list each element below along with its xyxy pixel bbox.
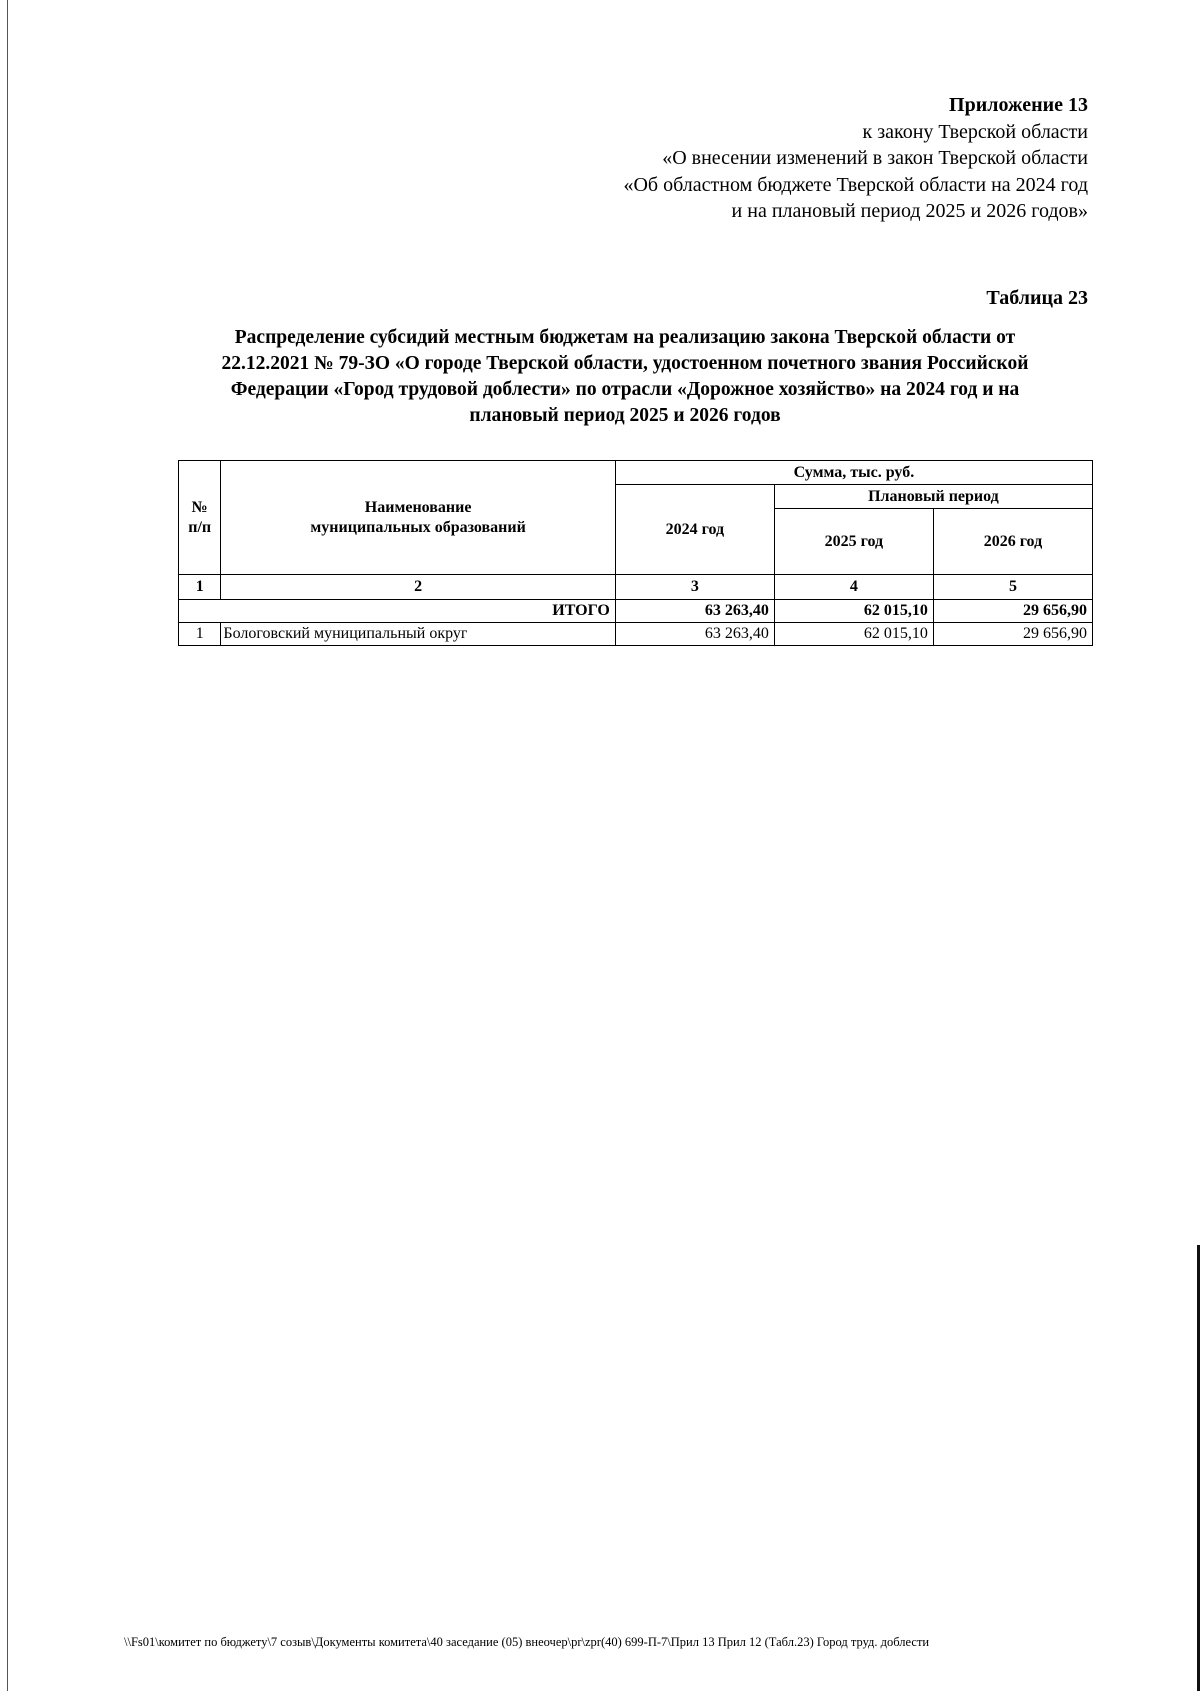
title-line: 22.12.2021 № 79-ЗО «О городе Тверской области, удостоенном почетного звания Российской — [221, 353, 1029, 374]
row-2026: 29 656,90 — [933, 623, 1092, 646]
header-name — [221, 461, 615, 575]
header-number-line2: п/п — [188, 518, 212, 536]
title-line: Федерации «Город трудовой доблести» по отрасли «Дорожное хозяйство» на 2024 год и на — [230, 379, 1020, 400]
header-number — [179, 461, 221, 575]
row-municipality: Бологовский муниципальный округ — [221, 623, 615, 646]
column-number-row — [179, 575, 1093, 600]
header-plan-period: Плановый период — [774, 485, 1092, 509]
header-year-2026: 2026 год — [933, 509, 1092, 575]
total-2026: 29 656,90 — [933, 600, 1092, 623]
row-2025: 62 015,10 — [774, 623, 933, 646]
header-sum: Сумма, тыс. руб. — [615, 461, 1092, 485]
header-year-2025: 2025 год — [774, 509, 933, 575]
table-row — [179, 623, 1093, 646]
column-number: 2 — [221, 575, 615, 600]
header-name-line1: Наименование — [364, 498, 472, 516]
appendix-line: к закону Тверской области — [862, 120, 1088, 143]
footer-file-path: \\Fs01\комитет по бюджету\7 созыв\Документы комитета\40 заседание (05) внеочер\pr\zpr(40) 699-П-7\Прил 13 Прил 12 (Табл.23) Город труд. доблести — [124, 1635, 930, 1649]
header-name-line2: муниципальных образований — [310, 518, 526, 536]
column-number: 5 — [933, 575, 1092, 600]
total-2024: 63 263,40 — [615, 600, 774, 623]
total-row — [179, 600, 1093, 623]
row-number: 1 — [179, 623, 221, 646]
header-year-2024: 2024 год — [615, 485, 774, 575]
subsidy-table — [178, 460, 1093, 646]
appendix-header — [623, 92, 1088, 225]
appendix-line: «О внесении изменений в закон Тверской области — [662, 147, 1088, 169]
scan-left-edge — [7, 0, 8, 1691]
appendix-line: и на плановый период 2025 и 2026 годов» — [731, 200, 1088, 222]
column-number: 1 — [179, 575, 221, 600]
total-2025: 62 015,10 — [774, 600, 933, 623]
row-2024: 63 263,40 — [615, 623, 774, 646]
appendix-line: «Об областном бюджете Тверской области на 2024 год — [623, 173, 1088, 196]
table-label: Таблица 23 — [986, 287, 1088, 309]
total-label: ИТОГО — [179, 600, 616, 623]
title-line: Распределение субсидий местным бюджетам на реализацию закона Тверской области от — [234, 327, 1016, 348]
appendix-title: Приложение 13 — [949, 94, 1088, 116]
header-number-line1: № — [191, 498, 208, 516]
title-line: плановый период 2025 и 2026 годов — [469, 405, 781, 426]
document-title — [180, 325, 1070, 429]
column-number: 3 — [615, 575, 774, 600]
column-number: 4 — [774, 575, 933, 600]
